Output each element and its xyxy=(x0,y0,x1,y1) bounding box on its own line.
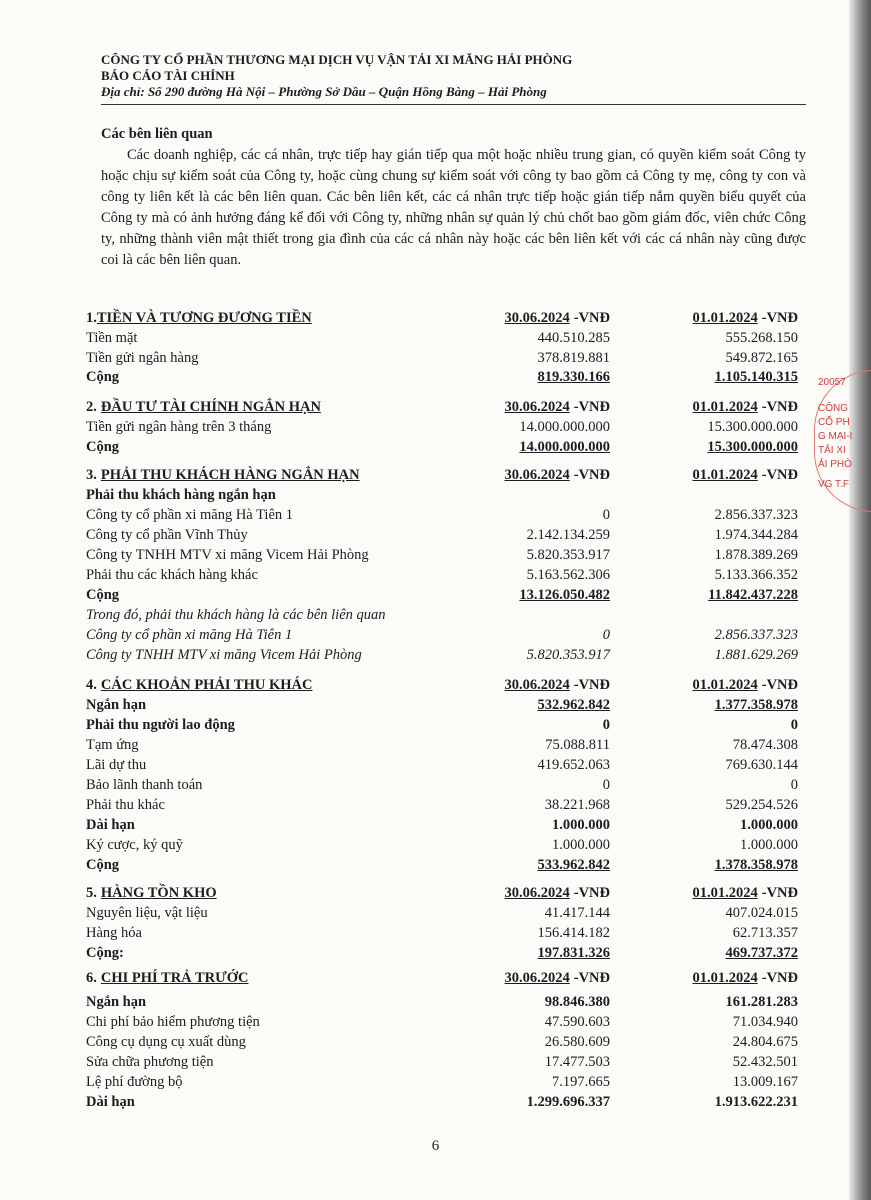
row-label: Tiền gửi ngân hàng xyxy=(86,350,199,366)
row-label: Ngắn hạn xyxy=(86,697,147,713)
table-row xyxy=(86,1092,798,1112)
value-30-06-2024: 75.088.811 xyxy=(545,737,610,753)
row-label: Tạm ứng xyxy=(86,737,139,753)
section-number: 5. xyxy=(86,885,97,901)
row-label: Cộng xyxy=(86,857,120,873)
row-label: Dài hạn xyxy=(86,1094,135,1110)
value-30-06-2024: 47.590.603 xyxy=(544,1014,610,1030)
row-label: Cộng xyxy=(86,587,120,603)
column-header-current xyxy=(505,308,611,328)
value-30-06-2024: 5.820.353.917 xyxy=(526,647,610,663)
column-header-current xyxy=(505,968,611,988)
table-row xyxy=(86,645,798,665)
table-row xyxy=(86,735,798,755)
section-heading xyxy=(86,397,798,417)
table-row xyxy=(86,903,798,923)
value-30-06-2024: 5.820.353.917 xyxy=(526,547,610,563)
section-heading xyxy=(86,675,798,695)
table-row xyxy=(86,348,798,368)
row-label: Công ty TNHH MTV xi măng Vicem Hải Phòng xyxy=(86,647,362,663)
document-header xyxy=(101,52,572,100)
row-label: Cộng: xyxy=(86,945,124,961)
value-01-01-2024: 1.105.140.315 xyxy=(714,369,798,385)
section-number: 2. xyxy=(86,399,97,415)
column-header-prior xyxy=(693,465,799,485)
value-01-01-2024: 13.009.167 xyxy=(732,1074,798,1090)
value-01-01-2024: 0 xyxy=(790,777,798,793)
row-label: Phải thu khách hàng ngắn hạn xyxy=(86,487,276,503)
value-01-01-2024: 11.842.437.228 xyxy=(708,587,798,603)
stamp-text: VG T.F xyxy=(818,479,849,490)
section-heading xyxy=(86,883,798,903)
value-01-01-2024: 71.034.940 xyxy=(732,1014,798,1030)
row-label: Phải thu khác xyxy=(86,797,165,813)
value-30-06-2024: 41.417.144 xyxy=(544,905,610,921)
table-row xyxy=(86,1012,798,1032)
row-label: Công ty cổ phần xi măng Hà Tiên 1 xyxy=(86,507,294,523)
row-label: Phải thu người lao động xyxy=(86,717,235,733)
value-01-01-2024: 1.878.389.269 xyxy=(714,547,798,563)
stamp-text: CỔ PH xyxy=(818,417,850,428)
column-date: 30.06.2024 xyxy=(504,467,570,483)
stamp-text: G MẠI-I xyxy=(818,431,853,442)
column-unit: -VNĐ xyxy=(761,310,798,326)
value-30-06-2024: 38.221.968 xyxy=(544,797,610,813)
table-row xyxy=(86,417,798,437)
section-number: 6. xyxy=(86,970,97,986)
table-row xyxy=(86,992,798,1012)
value-01-01-2024: 1.000.000 xyxy=(740,817,798,833)
value-01-01-2024: 24.804.675 xyxy=(732,1034,798,1050)
table-row xyxy=(86,835,798,855)
value-01-01-2024: 1.378.358.978 xyxy=(714,857,798,873)
section-title-text: CHI PHÍ TRẢ TRƯỚC xyxy=(100,970,249,986)
column-header-current xyxy=(505,883,611,903)
row-label: Công ty cổ phần xi măng Hà Tiên 1 xyxy=(86,627,293,643)
column-header-prior xyxy=(693,308,799,328)
section-title-text: CÁC KHOẢN PHẢI THU KHÁC xyxy=(100,677,313,693)
stamp-text: ẢI PHÒ xyxy=(818,459,852,470)
value-30-06-2024: 0 xyxy=(602,627,610,643)
value-30-06-2024: 1.299.696.337 xyxy=(526,1094,610,1110)
table-row xyxy=(86,923,798,943)
table-row xyxy=(86,605,798,625)
column-date: 01.01.2024 xyxy=(692,970,758,986)
report-title: BÁO CÁO TÀI CHÍNH xyxy=(101,68,235,83)
row-label: Sửa chữa phương tiện xyxy=(86,1054,214,1070)
value-01-01-2024: 555.268.150 xyxy=(725,330,798,346)
column-header-current xyxy=(505,675,611,695)
page-edge-shadow xyxy=(849,0,871,1200)
row-label: Chi phí bảo hiểm phương tiện xyxy=(86,1014,260,1030)
value-30-06-2024: 419.652.063 xyxy=(537,757,610,773)
value-30-06-2024: 156.414.182 xyxy=(537,925,610,941)
column-header-prior xyxy=(693,968,799,988)
column-unit: -VNĐ xyxy=(573,970,610,986)
table-row xyxy=(86,565,798,585)
row-label: Bảo lãnh thanh toán xyxy=(86,777,203,793)
row-label: Nguyên liệu, vật liệu xyxy=(86,905,208,921)
value-30-06-2024: 5.163.562.306 xyxy=(526,567,610,583)
row-label: Cộng xyxy=(86,439,120,455)
table-row xyxy=(86,943,798,963)
column-date: 30.06.2024 xyxy=(504,310,570,326)
table-row xyxy=(86,1032,798,1052)
section-title xyxy=(86,968,248,988)
value-01-01-2024: 15.300.000.000 xyxy=(707,419,798,435)
section-title xyxy=(86,465,360,485)
value-30-06-2024: 532.962.842 xyxy=(537,697,610,713)
value-01-01-2024: 161.281.283 xyxy=(725,994,798,1010)
section-number: 3. xyxy=(86,467,97,483)
table-row xyxy=(86,775,798,795)
table-row xyxy=(86,695,798,715)
column-date: 30.06.2024 xyxy=(504,677,570,693)
value-30-06-2024: 197.831.326 xyxy=(537,945,610,961)
row-label: Lệ phí đường bộ xyxy=(86,1074,183,1090)
column-unit: -VNĐ xyxy=(573,885,610,901)
stamp-text: 20057 xyxy=(818,377,846,388)
section-title-text: ĐẦU TƯ TÀI CHÍNH NGẮN HẠN xyxy=(100,399,321,415)
row-label: Ngắn hạn xyxy=(86,994,147,1010)
value-30-06-2024: 13.126.050.482 xyxy=(519,587,610,603)
column-date: 01.01.2024 xyxy=(692,310,758,326)
header-divider xyxy=(101,104,806,105)
value-30-06-2024: 0 xyxy=(602,507,610,523)
value-01-01-2024: 52.432.501 xyxy=(732,1054,798,1070)
column-unit: -VNĐ xyxy=(573,310,610,326)
row-label: Công cụ dụng cụ xuất dùng xyxy=(86,1034,246,1050)
value-01-01-2024: 62.713.357 xyxy=(732,925,798,941)
column-unit: -VNĐ xyxy=(761,677,798,693)
column-unit: -VNĐ xyxy=(573,467,610,483)
column-date: 01.01.2024 xyxy=(692,399,758,415)
table-row xyxy=(86,815,798,835)
row-label: Công ty TNHH MTV xi măng Vicem Hải Phòng xyxy=(86,547,369,563)
value-01-01-2024: 1.000.000 xyxy=(740,837,798,853)
value-30-06-2024: 26.580.609 xyxy=(544,1034,610,1050)
value-30-06-2024: 1.000.000 xyxy=(552,837,610,853)
value-01-01-2024: 2.856.337.323 xyxy=(714,627,798,643)
value-01-01-2024: 407.024.015 xyxy=(725,905,798,921)
value-30-06-2024: 378.819.881 xyxy=(537,350,610,366)
value-30-06-2024: 440.510.285 xyxy=(537,330,610,346)
column-date: 30.06.2024 xyxy=(504,885,570,901)
value-30-06-2024: 1.000.000 xyxy=(552,817,610,833)
value-01-01-2024: 78.474.308 xyxy=(732,737,798,753)
value-01-01-2024: 1.913.622.231 xyxy=(714,1094,798,1110)
related-parties-section xyxy=(101,124,806,271)
section-number: 4. xyxy=(86,677,97,693)
value-30-06-2024: 98.846.380 xyxy=(544,994,610,1010)
table-row xyxy=(86,328,798,348)
table-row xyxy=(86,525,798,545)
column-date: 01.01.2024 xyxy=(692,677,758,693)
related-parties-text: Các doanh nghiệp, các cá nhân, trực tiếp hay gián tiếp qua một hoặc nhiều trung gian, có quyền kiểm soát Công ty hoặc chịu sự kiểm soát của Công ty, hoặc cùng chung sự kiểm soát với công ty bao gồm cả Công ty mẹ, công ty con và công ty liên kết là các bên liên quan. Các bên liên kết, các cá nhân trực tiếp hoặc gián tiếp nắm quyền biểu quyết của Công ty mà có ảnh hưởng đáng kể đối với Công ty, những nhân sự quản lý chủ chốt bao gồm giám đốc, viên chức Công ty, những thành viên mật thiết trong gia đình của các cá nhân này hoặc các bên liên kết với các cá nhân này cũng được coi là các bên liên quan. xyxy=(101,147,806,268)
column-header-current xyxy=(505,397,611,417)
table-row xyxy=(86,485,798,505)
table-row xyxy=(86,715,798,735)
value-30-06-2024: 533.962.842 xyxy=(537,857,610,873)
row-label: Tiền mặt xyxy=(86,330,138,346)
row-label: Dài hạn xyxy=(86,817,135,833)
value-01-01-2024: 1.881.629.269 xyxy=(714,647,798,663)
related-parties-title: Các bên liên quan xyxy=(101,126,213,142)
table-row xyxy=(86,437,798,457)
value-01-01-2024: 549.872.165 xyxy=(725,350,798,366)
table-row xyxy=(86,545,798,565)
stamp-text: CÔNG xyxy=(818,403,848,414)
company-name: CÔNG TY CỔ PHẦN THƯƠNG MẠI DỊCH VỤ VẬN TẢI XI MĂNG HẢI PHÒNG xyxy=(101,52,573,67)
value-01-01-2024: 15.300.000.000 xyxy=(707,439,798,455)
section-heading xyxy=(86,465,798,485)
table-row xyxy=(86,795,798,815)
page-number: 6 xyxy=(431,1138,440,1154)
value-30-06-2024: 2.142.134.259 xyxy=(526,527,610,543)
row-label: Tiền gửi ngân hàng trên 3 tháng xyxy=(86,419,272,435)
value-01-01-2024: 0 xyxy=(790,717,798,733)
value-01-01-2024: 769.630.144 xyxy=(725,757,798,773)
section-title xyxy=(86,308,312,328)
row-label: Ký cược, ký quỹ xyxy=(86,837,183,853)
table-row xyxy=(86,855,798,875)
value-01-01-2024: 469.737.372 xyxy=(725,945,798,961)
column-date: 30.06.2024 xyxy=(504,970,570,986)
row-label: Cộng xyxy=(86,369,120,385)
row-label: Trong đó, phải thu khách hàng là các bên liên quan xyxy=(86,607,386,623)
table-row xyxy=(86,1072,798,1092)
stamp-text: TẢI XI xyxy=(818,445,846,456)
column-header-prior xyxy=(693,675,799,695)
column-unit: -VNĐ xyxy=(761,970,798,986)
table-row xyxy=(86,367,798,387)
value-30-06-2024: 0 xyxy=(602,717,610,733)
value-01-01-2024: 2.856.337.323 xyxy=(714,507,798,523)
value-01-01-2024: 1.377.358.978 xyxy=(714,697,798,713)
column-date: 01.01.2024 xyxy=(692,467,758,483)
table-row xyxy=(86,625,798,645)
section-title xyxy=(86,397,321,417)
value-30-06-2024: 17.477.503 xyxy=(544,1054,610,1070)
section-title xyxy=(86,883,217,903)
column-header-prior xyxy=(693,883,799,903)
column-unit: -VNĐ xyxy=(761,399,798,415)
value-01-01-2024: 529.254.526 xyxy=(725,797,798,813)
section-title-text: PHẢI THU KHÁCH HÀNG NGẮN HẠN xyxy=(100,467,360,483)
value-30-06-2024: 7.197.665 xyxy=(552,1074,610,1090)
company-seal-stamp xyxy=(806,362,871,522)
value-01-01-2024: 1.974.344.284 xyxy=(714,527,798,543)
column-header-prior xyxy=(693,397,799,417)
section-title xyxy=(86,675,312,695)
column-date: 01.01.2024 xyxy=(692,885,758,901)
table-row xyxy=(86,755,798,775)
section-title-text: TIỀN VÀ TƯƠNG ĐƯƠNG TIỀN xyxy=(96,310,312,326)
value-30-06-2024: 0 xyxy=(602,777,610,793)
section-number: 1. xyxy=(86,310,97,326)
row-label: Lãi dự thu xyxy=(86,757,147,773)
company-address: Địa chỉ: Số 290 đường Hà Nội – Phường Sở Dầu – Quận Hồng Bàng – Hải Phòng xyxy=(101,84,547,99)
value-01-01-2024: 5.133.366.352 xyxy=(714,567,798,583)
value-30-06-2024: 819.330.166 xyxy=(537,369,610,385)
table-row xyxy=(86,585,798,605)
value-30-06-2024: 14.000.000.000 xyxy=(519,439,610,455)
section-heading xyxy=(86,308,798,328)
column-unit: -VNĐ xyxy=(761,885,798,901)
column-unit: -VNĐ xyxy=(573,399,610,415)
column-header-current xyxy=(505,465,611,485)
row-label: Phải thu các khách hàng khác xyxy=(86,567,258,583)
table-row xyxy=(86,1052,798,1072)
row-label: Công ty cổ phần Vĩnh Thủy xyxy=(86,527,248,543)
column-unit: -VNĐ xyxy=(761,467,798,483)
value-30-06-2024: 14.000.000.000 xyxy=(519,419,610,435)
column-unit: -VNĐ xyxy=(573,677,610,693)
table-row xyxy=(86,505,798,525)
row-label: Hàng hóa xyxy=(86,925,142,941)
column-date: 30.06.2024 xyxy=(504,399,570,415)
section-title-text: HÀNG TỒN KHO xyxy=(100,885,217,901)
section-heading xyxy=(86,968,798,988)
